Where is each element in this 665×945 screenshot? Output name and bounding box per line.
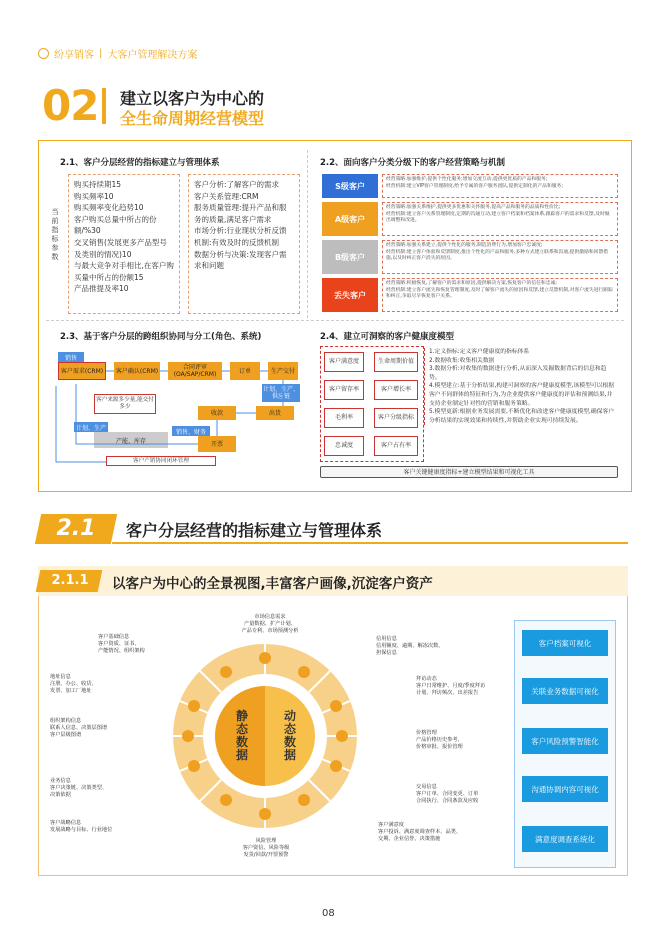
flow-collection: 收款: [198, 406, 236, 420]
management-item: 数据分析与决策:发现客户需求和问题: [194, 249, 287, 271]
panel-2-1-side-label: 当前指标参数: [51, 208, 59, 261]
model-step: 1.定义指标:定义客户健康度的指标体系: [429, 349, 530, 355]
flow-invoice: 开票: [198, 436, 236, 452]
trade-icon: [330, 760, 342, 772]
label-visit: 拜访动态 客户日常维护、月度/季度拜访 计划、拜访频次、出差报告: [416, 676, 486, 696]
tier-a-strategy: 经营策略:加强关系维护,提供更多优惠和关怀服务,提高产品和服务的品质和性价比; 经营机制:建立客户关系管理制度,定期的沟通互动,建立客户档案和档案体系,跟踪客户的需求和反馈,及时做出调整和改进。: [382, 202, 618, 236]
section-number: 2.1: [56, 516, 96, 541]
management-item: 市场分析:行业现状分析反馈机制:有效及时的反馈机制: [194, 226, 287, 247]
management-list: [188, 174, 300, 314]
capability-profile-visual: 客户档案可视化: [522, 630, 608, 656]
indicator-item: 交叉销售(发展更多产品型号及类别的情况)10: [74, 237, 167, 259]
subsection-number: 2.1.1: [51, 573, 89, 588]
brand-name: 纷享销客: [54, 50, 94, 61]
role-sales-finance: 销售、财务: [172, 426, 210, 436]
arrow: [56, 386, 106, 462]
header-brand: [38, 46, 197, 61]
section-title: 客户分层经营的指标建立与管理体系: [126, 521, 383, 540]
static-data-label: 静态数据: [235, 709, 248, 762]
flow-delivery: 生产交付: [268, 362, 298, 380]
capability-risk-alert: 客户风险预警智能化: [522, 728, 608, 754]
indicator-list: [68, 174, 180, 314]
model-steps: [424, 348, 618, 425]
flow-contract-review: 合同评审(OA/SAP/CRM): [168, 362, 222, 380]
panel-2-3-title: 2.3、基于客户分层的跨组织协同与分工(角色、系统): [60, 332, 262, 342]
tier-b-tag: B级客户: [322, 240, 378, 274]
tier-s-strategy: 经营策略:加强维护,提供个性化服务;增加交流互动,提供更优质的产品和服务; 经营机制:建立VIP客户管理制度,给予专属的客户服务团队,提供定制化的产品和服务;: [382, 174, 618, 198]
tier-s-tag: S级客户: [322, 174, 378, 198]
label-business: 业务信息 客户决策链、决策类型、 决策依据: [50, 778, 108, 798]
panel-2-4-title: 2.4、建立可洞察的客户健康度模型: [320, 332, 455, 342]
page-number: 08: [322, 908, 335, 919]
role-plan-production: 计划、生产: [74, 422, 108, 432]
chapter-number: 02: [42, 81, 99, 130]
kpi-share: 客户占有率: [374, 436, 418, 456]
header-subtitle: 大客户管理解决方案: [107, 50, 198, 61]
label-strategy: 客户战略信息 发展战略与目标、行业地位: [50, 820, 113, 833]
flow-customer-demand: 客户需求(CRM): [58, 362, 106, 380]
capability-survey-system: 满意度调查系统化: [522, 826, 608, 852]
kpi-growth: 客户增长率: [374, 380, 418, 400]
capability-business-visual: 关联业务数据可视化: [522, 678, 608, 704]
market-icon: [259, 652, 271, 664]
tier-b-strategy: 经营策略:加强关系建立,提供个性化的服务,制造消费行为,增加客户忠诚度; 经营机制:建立客户体验和反馈制度,推出个性化的产品和服务,多种方式建立联系和沟通,提供激励和回馈措施,以及时纠正客户消失的原因。: [382, 240, 618, 274]
model-step: 2.数据收集:收集相关数据: [429, 357, 495, 364]
panel-2-4: [312, 324, 626, 488]
satisfaction-icon: [298, 794, 310, 806]
kpi-satisfaction: 客户满意度: [324, 352, 364, 372]
panel-2-2: [312, 150, 626, 318]
indicator-item: 购买频率变化趋势10: [74, 203, 144, 213]
flow-footer: 客户产销协同闭环管理: [106, 456, 216, 466]
indicator-item: 产品推提及率10: [74, 284, 129, 294]
panel-2-1: [46, 150, 308, 318]
kpi-lifetime-value: 生命周期价值: [374, 352, 418, 372]
management-item: 服务质量管理:提升产品和服务的质量,满足客户需求: [194, 203, 287, 224]
chapter-title-line2: 全生命周期经营模型: [120, 109, 265, 128]
strategy-icon: [220, 794, 232, 806]
kpi-margin: 毛利率: [324, 408, 364, 428]
credit-icon: [298, 666, 310, 678]
customer-360-wheel: [150, 638, 380, 834]
capability-communication-visual: 沟通协调内容可视化: [522, 776, 608, 802]
panel-2-2-title: 2.2、面向客户分类分级下的客户经营策略与机制: [320, 158, 506, 168]
label-trade: 交易信息 客户订单、合同变更、订单 合同执行、合同条款及应收: [416, 784, 479, 804]
label-credit: 信用信息 信用额度、逾期、解冻次数、 担保信息: [376, 636, 444, 656]
model-step: 3.数据分析:对收集的数据进行分析,从而深入发掘数据背后的信息和趋势。: [429, 366, 607, 381]
model-step: 4.模型建立:基于分析结果,构建可洞察的客户健康度模型,该模型可以根据客户不同群体的特征和行为,为企业提供客户健康度的评估和预测结果,并支持企业制定针对性的营销和服务策略。: [429, 383, 615, 407]
tier-a-tag: A级客户: [322, 202, 378, 236]
section-underline: [112, 542, 628, 544]
role-planning: 计划、生产、供应链: [262, 386, 299, 400]
chapter-divider: [102, 88, 106, 124]
kpi-tier: 客户分级指标: [374, 408, 418, 428]
tier-lost-strategy: 经营策略:积极恢复,了解客户的需求和原因,提供解决方案,恢复客户的信任和忠诚; 经营机制:建立客户流失和恢复管理制度,及时了解客户流失的原因和反馈,建立反馈机制,对客户流失进行跟踪和纠正,争取尽早恢复客户关系。: [382, 278, 618, 312]
model-step: 5.模型更新:根据业务发展需要,不断优化和改进客户健康度模型,确保客户分析结果的实现效果和持续性,并帮助企业实现可持续发展。: [429, 409, 615, 424]
org-icon: [182, 730, 194, 742]
risk-icon: [259, 808, 271, 820]
indicator-item: 购买频率10: [74, 191, 114, 201]
profile-icon: [220, 666, 232, 678]
role-sales: 销售: [58, 352, 84, 362]
panel-2-3: [46, 324, 308, 488]
flow-capacity: 产能、库存: [94, 432, 168, 448]
indicator-item: 客户购买总量中所占的份额/%30: [74, 214, 157, 236]
tier-lost-tag: 丢失客户: [322, 278, 378, 312]
flow-shipment: 出货: [256, 406, 294, 420]
price-icon: [336, 730, 348, 742]
label-org: 组织架构信息 联系人信息、决策层图谱 客户层级图谱: [50, 718, 108, 738]
header-separator: |: [99, 48, 103, 59]
label-price: 价格管理 产品价格历史参考、 价格审批、报价管理: [416, 730, 463, 750]
brand-logo-icon: [38, 48, 49, 59]
management-item: 客户关系管理:CRM: [194, 191, 259, 201]
model-footer: 客户关键健康度指标+建立模型结果和可视化工具: [320, 466, 618, 478]
flow-customer-confirm: 客户确认(CRM): [114, 362, 160, 380]
label-risk: 风险管理 客户资信、风险等级 发货/回款/开票预警: [242, 838, 290, 858]
subsection-title: 以客户为中心的全景视图,丰富客户画像,沉淀客户资产: [112, 576, 433, 592]
arrow: [76, 384, 198, 444]
kpi-retention: 客户留存率: [324, 380, 364, 400]
indicator-item: 购买持续期15: [74, 180, 122, 189]
panel-divider: [46, 320, 624, 321]
dynamic-data-label: 动态数据: [283, 709, 296, 762]
flow-callout: 客户来源多少量,能交付多少: [94, 394, 156, 414]
flow-arrows: [46, 324, 308, 488]
address-icon: [188, 700, 200, 712]
flow-order: 订单: [230, 362, 260, 380]
management-item: 客户分析:了解客户的需求: [194, 180, 280, 189]
label-market: 市场信息需求 产量数据、扩产计划、 产品专利、市场预测分析: [241, 614, 299, 634]
label-address: 地址信息 注册、办公、收货、 发票、加工厂地址: [50, 674, 97, 694]
kpi-loyalty: 忠诚度: [324, 436, 364, 456]
indicator-item: 与最大竞争对手相比,在客户购买量中所占的份额15: [74, 261, 174, 282]
label-basic-info: 客户基础信息 客户资质、证书、 产能情况、组织架构: [98, 634, 145, 654]
visit-icon: [330, 700, 342, 712]
label-satisfaction: 客户满意度 客户投诉、满意度调查样本、品类、 交期、企业信誉、决策措施: [378, 822, 462, 842]
chapter-title-line1: 建立以客户为中心的: [120, 89, 265, 108]
business-icon: [188, 760, 200, 772]
panel-2-1-title: 2.1、客户分层经营的指标建立与管理体系: [60, 158, 220, 168]
